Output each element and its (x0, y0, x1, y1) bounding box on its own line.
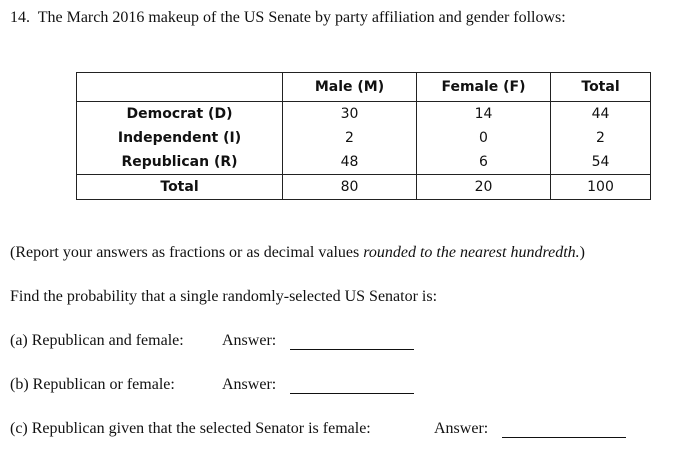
cell-total: 44 (551, 102, 651, 127)
question-header (10, 9, 566, 27)
senate-table (76, 72, 651, 200)
table-row-democrat (77, 102, 651, 127)
instructions-suffix: ) (579, 244, 585, 261)
part-c-label: (c) Republican given that the selected Senator is female: (10, 420, 371, 437)
cell-female: 14 (417, 102, 551, 127)
part-a-answer-blank[interactable] (290, 334, 414, 355)
cell-male: 2 (283, 126, 417, 150)
cell-male: 30 (283, 102, 417, 127)
part-b-answer-label: Answer: (222, 376, 277, 393)
instructions (10, 244, 585, 262)
part-a-label: (a) Republican and female: (10, 332, 184, 349)
part-c-answer-blank[interactable] (502, 422, 626, 443)
part-c-answer-label: Answer: (434, 420, 489, 437)
cell-female: 20 (417, 175, 551, 200)
cell-male: 80 (283, 175, 417, 200)
header-female: Female (F) (417, 73, 551, 102)
cell-female: 6 (417, 150, 551, 175)
row-label: Republican (R) (77, 150, 283, 175)
question-number: 14. (10, 9, 30, 26)
table-row-independent (77, 126, 651, 150)
instructions-emphasis: rounded to the nearest hundredth. (363, 244, 580, 261)
header-blank (77, 73, 283, 102)
part-a-answer-label: Answer: (222, 332, 277, 349)
header-male: Male (M) (283, 73, 417, 102)
table-row-total (77, 175, 651, 200)
cell-total: 54 (551, 150, 651, 175)
prompt: Find the probability that a single randomly-selected US Senator is: (10, 288, 438, 305)
part-b-label: (b) Republican or female: (10, 376, 175, 393)
table-header-row (77, 73, 651, 102)
row-label: Democrat (D) (77, 102, 283, 127)
part-b-answer-blank[interactable] (290, 378, 414, 399)
header-total: Total (551, 73, 651, 102)
row-label: Total (77, 175, 283, 200)
question-text: The March 2016 makeup of the US Senate by party affiliation and gender follows: (37, 9, 566, 26)
cell-male: 48 (283, 150, 417, 175)
cell-total: 2 (551, 126, 651, 150)
cell-female: 0 (417, 126, 551, 150)
instructions-prefix: (Report your answers as fractions or as decimal values (10, 244, 364, 261)
table-row-republican (77, 150, 651, 175)
row-label: Independent (I) (77, 126, 283, 150)
cell-total: 100 (551, 175, 651, 200)
